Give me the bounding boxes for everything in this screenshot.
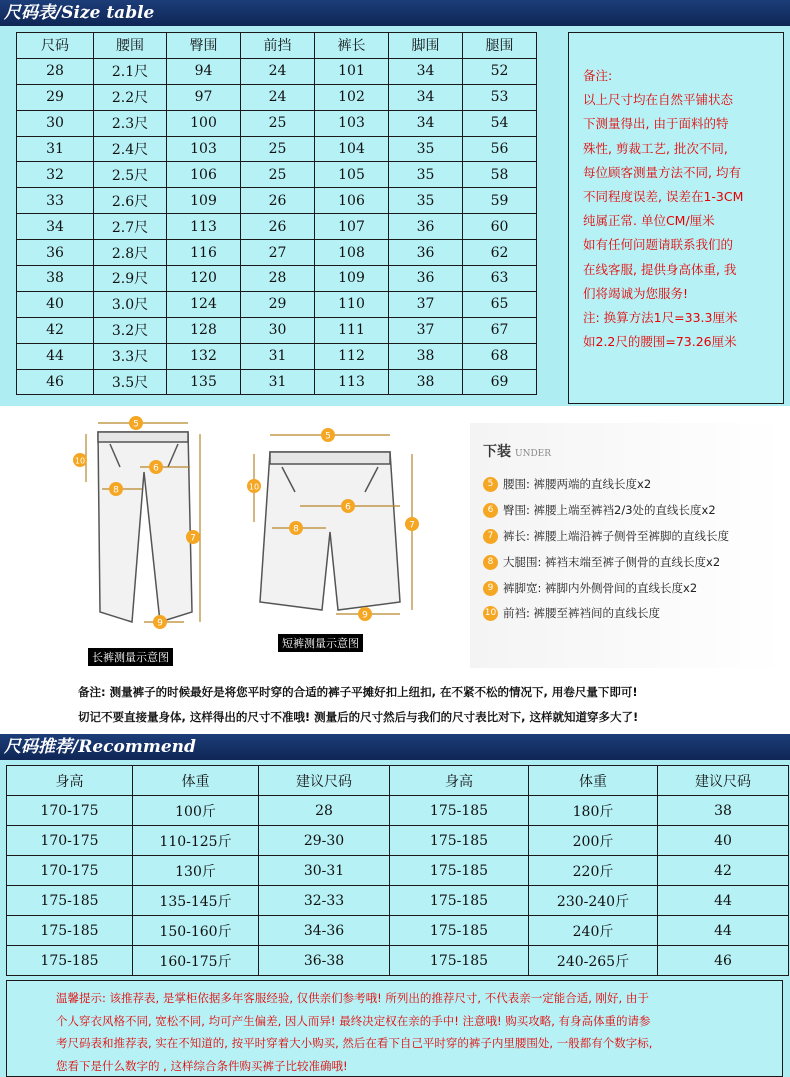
size-cell: 113 (167, 214, 241, 240)
size-cell: 112 (315, 343, 389, 369)
size-cell: 56 (463, 136, 537, 162)
recommend-header: 尺码推荐/Recommend (0, 734, 790, 760)
tip-line: 您看下是什么数字的 , 这样综合条件购买裤子比较准确哦! (56, 1058, 348, 1073)
table-row (17, 136, 537, 162)
size-cell: 101 (315, 58, 389, 84)
size-cell: 67 (463, 317, 537, 343)
recommend-cell: 36-38 (259, 946, 390, 976)
legend-item: 5 腰围: 裤腰两端的直线长度x2 (483, 476, 651, 492)
size-cell: 3.3尺 (94, 343, 167, 369)
recommend-cell: 40 (658, 826, 789, 856)
legend-subtitle: UNDER (515, 449, 552, 459)
size-cell: 46 (17, 369, 94, 395)
svg-text:6: 6 (345, 502, 351, 513)
size-cell: 58 (463, 162, 537, 188)
recommend-cell: 175-185 (390, 826, 529, 856)
note-line: 如有任何问题请联系我们的 (583, 237, 734, 253)
table-row (17, 188, 537, 214)
size-cell: 2.7尺 (94, 214, 167, 240)
table-row (7, 856, 789, 886)
recommend-cell: 240斤 (529, 916, 658, 946)
size-cell: 106 (167, 162, 241, 188)
recommend-cell: 160-175斤 (133, 946, 259, 976)
legend-title: 下装 UNDER (483, 444, 552, 460)
table-row (17, 266, 537, 292)
short-pants-caption: 短裤测量示意图 (278, 634, 363, 652)
size-cell: 31 (241, 369, 315, 395)
size-cell: 35 (389, 162, 463, 188)
table-row (17, 162, 537, 188)
notes-text (583, 64, 783, 354)
svg-text:9: 9 (362, 610, 368, 621)
recommend-cell: 130斤 (133, 856, 259, 886)
long-pants-caption: 长裤测量示意图 (88, 648, 173, 666)
size-column-header: 脚围 (389, 33, 463, 59)
recommend-cell: 200斤 (529, 826, 658, 856)
size-cell: 26 (241, 214, 315, 240)
table-row (17, 369, 537, 395)
size-column-header: 裤长 (315, 33, 389, 59)
size-cell: 38 (389, 369, 463, 395)
recommend-cell: 30-31 (259, 856, 390, 886)
note-line: 下测量得出, 由于面料的特 (583, 116, 729, 132)
table-row (17, 291, 537, 317)
size-column-header: 腿围 (463, 33, 537, 59)
size-cell: 28 (241, 266, 315, 292)
table-row (17, 240, 537, 266)
size-cell: 27 (241, 240, 315, 266)
size-cell: 103 (315, 110, 389, 136)
size-cell: 120 (167, 266, 241, 292)
size-cell: 3.2尺 (94, 317, 167, 343)
svg-text:10: 10 (74, 456, 86, 466)
note-line: 以上尺寸均在自然平铺状态 (583, 92, 734, 108)
recommend-cell: 170-175 (7, 796, 133, 826)
svg-text:10: 10 (248, 482, 260, 492)
note-line: 殊性, 剪裁工艺, 批次不同, (583, 140, 728, 156)
recommend-cell: 38 (658, 796, 789, 826)
recommend-cell: 42 (658, 856, 789, 886)
recommend-cell: 44 (658, 886, 789, 916)
size-cell: 52 (463, 58, 537, 84)
recommend-cell: 110-125斤 (133, 826, 259, 856)
size-cell: 24 (241, 84, 315, 110)
recommend-cell: 175-185 (390, 886, 529, 916)
recommend-cell: 28 (259, 796, 390, 826)
size-cell: 128 (167, 317, 241, 343)
size-cell: 53 (463, 84, 537, 110)
recommend-column-header: 建议尺码 (259, 766, 390, 796)
size-cell: 25 (241, 110, 315, 136)
recommend-cell: 175-185 (390, 796, 529, 826)
recommend-cell: 175-185 (390, 916, 529, 946)
note-line: 不同程度误差, 误差在1-3CM (583, 189, 744, 205)
table-row (7, 826, 789, 856)
size-cell: 28 (17, 58, 94, 84)
table-row (7, 796, 789, 826)
size-cell: 40 (17, 291, 94, 317)
recommend-cell: 220斤 (529, 856, 658, 886)
tip-line: 个人穿衣风格不同, 宽松不同, 均可产生偏差, 因人而异! 最终决定权在亲的手中! 注意哦! 购买攻略, 有身高体重的请参 (56, 1013, 651, 1028)
size-cell: 2.3尺 (94, 110, 167, 136)
size-cell: 34 (17, 214, 94, 240)
note-line: 纯属正常. 单位CM/厘米 (583, 213, 715, 229)
svg-text:7: 7 (190, 533, 196, 544)
recommend-cell: 170-175 (7, 856, 133, 886)
size-cell: 108 (315, 240, 389, 266)
size-cell: 2.2尺 (94, 84, 167, 110)
size-cell: 36 (389, 240, 463, 266)
size-cell: 26 (241, 188, 315, 214)
size-table-header: 尺码表/Size table (0, 0, 790, 26)
recommend-cell: 44 (658, 916, 789, 946)
size-cell: 2.5尺 (94, 162, 167, 188)
svg-text:8: 8 (113, 485, 119, 496)
recommend-cell: 180斤 (529, 796, 658, 826)
size-cell: 135 (167, 369, 241, 395)
note-line: 在线客服, 提供身高体重, 我 (583, 261, 737, 277)
size-cell: 97 (167, 84, 241, 110)
size-cell: 2.4尺 (94, 136, 167, 162)
recommend-cell: 175-185 (7, 916, 133, 946)
recommend-column-header: 体重 (529, 766, 658, 796)
size-cell: 94 (167, 58, 241, 84)
size-cell: 44 (17, 343, 94, 369)
size-table-header-row (17, 33, 537, 59)
size-cell: 54 (463, 110, 537, 136)
tip-text (56, 987, 768, 1077)
table-row (17, 58, 537, 84)
short-pants-illustration (260, 452, 400, 610)
recommend-cell: 32-33 (259, 886, 390, 916)
legend-item: 8 大腿围: 裤裆末端至裤子侧骨的直线长度x2 (483, 554, 720, 570)
size-cell: 33 (17, 188, 94, 214)
table-row (17, 84, 537, 110)
recommend-column-header: 身高 (7, 766, 133, 796)
legend-item: 6 臀围: 裤腰上端至裤裆2/3处的直线长度x2 (483, 502, 716, 518)
size-cell: 34 (389, 110, 463, 136)
recommend-cell: 170-175 (7, 826, 133, 856)
tip-line: 考尺码表和推荐表, 实在不知道的, 按平时穿着大小购买, 然后在看下自己平时穿的裤子内里腰围处, 一般都有个数字标, (56, 1036, 653, 1050)
recommend-cell: 175-185 (390, 946, 529, 976)
size-cell: 3.5尺 (94, 369, 167, 395)
svg-text:5: 5 (325, 431, 331, 442)
size-cell: 113 (315, 369, 389, 395)
size-column-header: 腰围 (94, 33, 167, 59)
table-row (7, 946, 789, 976)
size-cell: 59 (463, 188, 537, 214)
size-cell: 110 (315, 291, 389, 317)
size-cell: 105 (315, 162, 389, 188)
size-cell: 38 (17, 266, 94, 292)
size-cell: 32 (17, 162, 94, 188)
recommend-header-row (7, 766, 789, 796)
note-line: 如2.2尺的腰围=73.26厘米 (583, 334, 737, 350)
size-cell: 29 (17, 84, 94, 110)
size-cell: 36 (17, 240, 94, 266)
size-cell: 109 (315, 266, 389, 292)
size-cell: 31 (241, 343, 315, 369)
size-cell: 31 (17, 136, 94, 162)
size-cell: 2.8尺 (94, 240, 167, 266)
size-cell: 68 (463, 343, 537, 369)
tip-line: 温馨提示: 该推荐表, 是掌柜依据多年客服经验, 仅供亲们参考哦! 所列出的推荐尺寸, 不代表亲一定能合适, 刚好, 由于 (56, 991, 649, 1005)
size-column-header: 臀围 (167, 33, 241, 59)
size-column-header: 尺码 (17, 33, 94, 59)
size-cell: 111 (315, 317, 389, 343)
table-row (17, 343, 537, 369)
recommend-cell: 175-185 (7, 886, 133, 916)
size-cell: 35 (389, 136, 463, 162)
size-cell: 3.0尺 (94, 291, 167, 317)
note-line: 们将竭诚为您服务! (583, 285, 689, 301)
recommend-cell: 230-240斤 (529, 886, 658, 916)
size-cell: 69 (463, 369, 537, 395)
size-cell: 2.1尺 (94, 58, 167, 84)
recommend-column-header: 建议尺码 (658, 766, 789, 796)
recommend-cell: 175-185 (390, 856, 529, 886)
note-line: 注: 换算方法1尺=33.3厘米 (583, 310, 738, 326)
recommend-column-header: 身高 (390, 766, 529, 796)
size-cell: 25 (241, 136, 315, 162)
size-cell: 124 (167, 291, 241, 317)
svg-text:8: 8 (293, 524, 299, 535)
size-cell: 30 (17, 110, 94, 136)
note-line: 备注: (583, 68, 613, 83)
size-table (16, 32, 537, 395)
size-cell: 38 (389, 343, 463, 369)
svg-text:7: 7 (409, 520, 415, 531)
size-cell: 103 (167, 136, 241, 162)
remark-line-2: 切记不要直接量身体, 这样得出的尺寸不准哦! 测量后的尺寸然后与我们的尺寸表比对下, 这样就知道穿多大了! (78, 710, 639, 724)
size-cell: 60 (463, 214, 537, 240)
table-row (17, 317, 537, 343)
size-cell: 36 (389, 266, 463, 292)
size-cell: 37 (389, 317, 463, 343)
size-cell: 25 (241, 162, 315, 188)
size-cell: 37 (389, 291, 463, 317)
table-row (17, 214, 537, 240)
svg-text:6: 6 (153, 463, 159, 474)
note-line: 每位顾客测量方法不同, 均有 (583, 164, 741, 180)
pants-diagrams (60, 412, 470, 662)
size-cell: 132 (167, 343, 241, 369)
size-cell: 109 (167, 188, 241, 214)
table-row (17, 110, 537, 136)
size-cell: 35 (389, 188, 463, 214)
recommend-cell: 46 (658, 946, 789, 976)
table-row (7, 886, 789, 916)
svg-text:9: 9 (157, 618, 163, 629)
size-cell: 30 (241, 317, 315, 343)
recommend-cell: 29-30 (259, 826, 390, 856)
size-column-header: 前挡 (241, 33, 315, 59)
recommend-cell: 34-36 (259, 916, 390, 946)
legend-item: 7 裤长: 裤腰上端沿裤子侧骨至裤脚的直线长度 (483, 528, 729, 544)
long-pants-illustration (98, 432, 192, 622)
size-cell: 100 (167, 110, 241, 136)
size-cell: 24 (241, 58, 315, 84)
recommend-cell: 100斤 (133, 796, 259, 826)
size-cell: 116 (167, 240, 241, 266)
size-cell: 104 (315, 136, 389, 162)
remark-line-1: 备注: 测量裤子的时候最好是将您平时穿的合适的裤子平摊好扣上纽扣, 在不紧不松的情况下, 用卷尺量下即可! (78, 685, 638, 699)
legend-item: 10 前裆: 裤腰至裤裆间的直线长度 (484, 606, 661, 620)
size-cell: 107 (315, 214, 389, 240)
size-cell: 34 (389, 84, 463, 110)
size-cell: 102 (315, 84, 389, 110)
svg-text:5: 5 (133, 419, 139, 430)
size-cell: 42 (17, 317, 94, 343)
size-cell: 62 (463, 240, 537, 266)
recommend-cell: 240-265斤 (529, 946, 658, 976)
size-cell: 106 (315, 188, 389, 214)
size-cell: 2.6尺 (94, 188, 167, 214)
size-cell: 29 (241, 291, 315, 317)
recommend-cell: 175-185 (7, 946, 133, 976)
recommend-cell: 150-160斤 (133, 916, 259, 946)
size-cell: 34 (389, 58, 463, 84)
size-cell: 2.9尺 (94, 266, 167, 292)
size-cell: 65 (463, 291, 537, 317)
recommend-column-header: 体重 (133, 766, 259, 796)
table-row (7, 916, 789, 946)
size-cell: 63 (463, 266, 537, 292)
recommend-cell: 135-145斤 (133, 886, 259, 916)
legend-item: 9 裤脚宽: 裤脚内外侧骨间的直线长度x2 (483, 580, 697, 596)
recommend-table (6, 765, 789, 976)
size-cell: 36 (389, 214, 463, 240)
